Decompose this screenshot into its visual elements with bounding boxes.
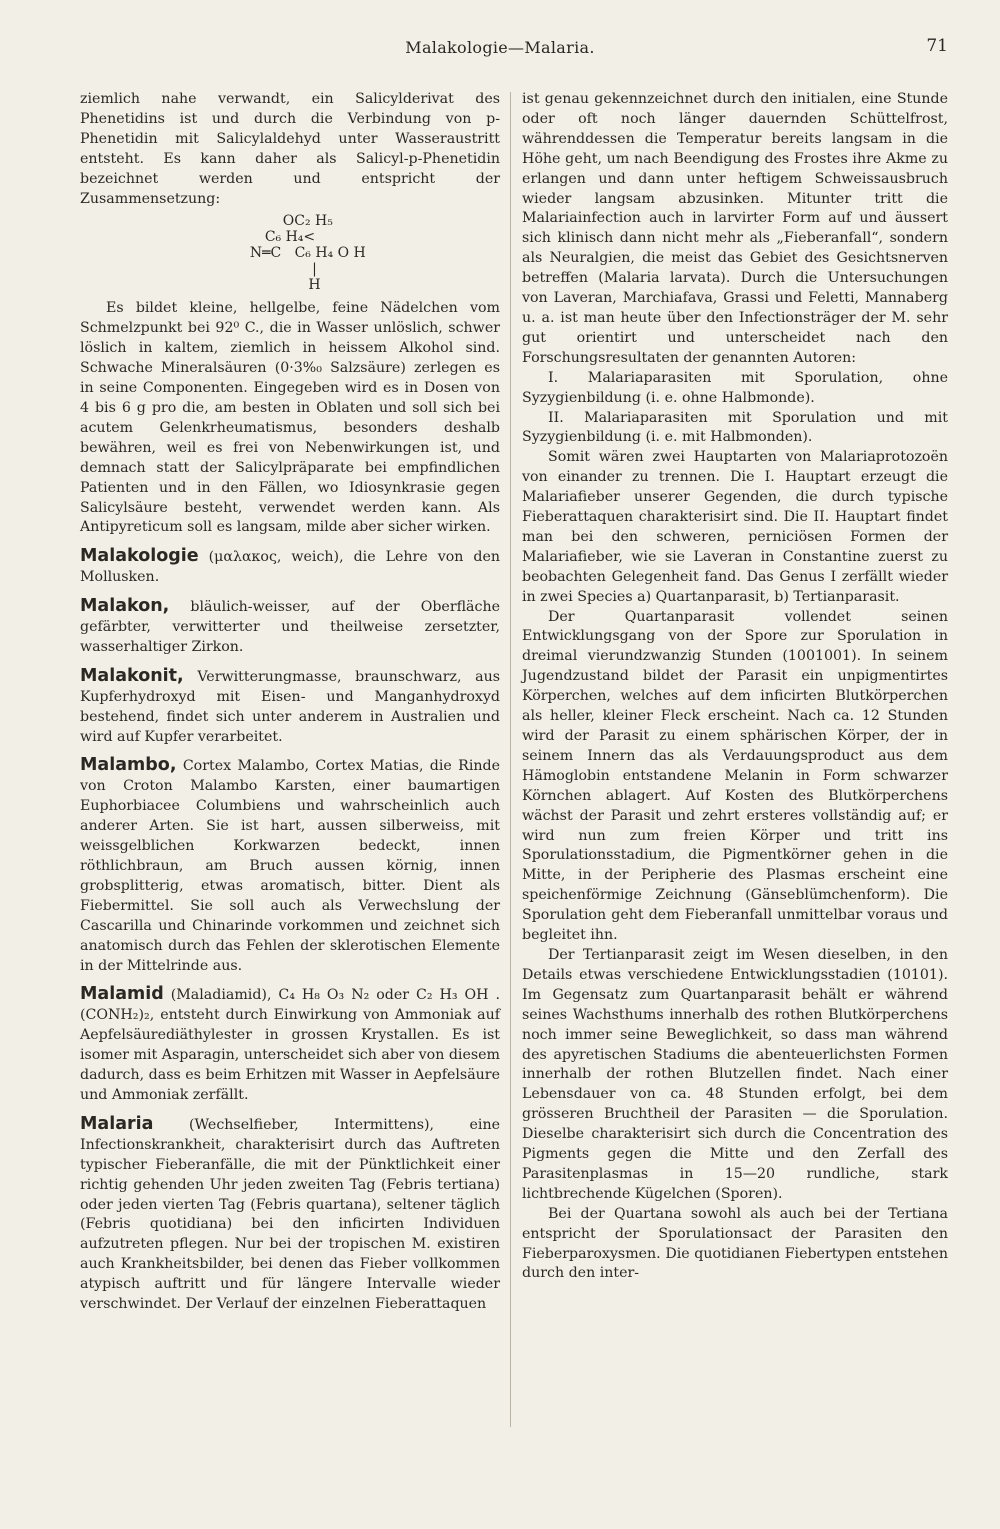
entry-text: Cortex Malambo, Cortex Matias, die Rinde von Croton Malambo Karsten, einer baumartigen Euphorbiacee Columbiens und wahrscheinlich auch anderer Arten. Sie ist hart, aussen silberweiss, mit weissgelblichen Korkwarzen bedeckt, innen röthlichbraun, am Bruch aussen körnig, innen grobsplitterig, etwas aromatisch, bitter. Dient als Fiebermittel. Sie soll auch als Verwechslung der Cascarilla und Chinarinde vorkommen und zeichnet sich anatomisch durch das Fehlen der sklerotischen Elemente in der Mittelrinde aus. <box>80 758 500 974</box>
entry-headword: Malambo, <box>80 755 177 776</box>
entry-headword: Malakologie <box>80 546 199 567</box>
paragraph: ziemlich nahe verwandt, ein Salicylderivat des Phenetidins ist und durch die Verbindung von p-Phenetidin mit Salicylaldehyd unter Wasseraustritt entsteht. Es kann daher als Salicyl-p-Phenetidin bezeichnet werden und entspricht der Zusammensetzung: <box>80 91 500 207</box>
paragraph: Es bildet kleine, hellgelbe, feine Nädelchen vom Schmelzpunkt bei 92⁰ C., die in Wasser unlöslich, schwer löslich in kaltem, ziemlich in heissem Alkohol sind. Schwache Mineralsäuren (0·3%₀ Salzsäure) zerlegen es in seine Componenten. Eingegeben wird es in Dosen von 4 bis 6 g pro die, am besten in Oblaten und soll sich bei acutem Gelenkrheumatismus, besonders deshalb bewähren, weil es frei von Nebenwirkungen ist, und demnach statt der Salicylpräparate bei empfindlichen Patienten und in den Fällen, wo Idiosynkrasie gegen Salicylsäure besteht, verwendet werden kann. Als Antipyreticum soll es langsam, milde aber sicher wirken. <box>80 300 500 536</box>
entry-headword: Malakonit, <box>80 665 184 686</box>
chemical-formula: OC₂ H₅ C₆ H₄< N═C C₆ H₄ O H | H <box>249 213 366 294</box>
entry-malakologie <box>80 547 500 588</box>
column-divider <box>510 92 511 1427</box>
paragraph: Bei der Quartana sowohl als auch bei der Tertiana entspricht der Sporulationsact der Parasiten den Fieberparoxysmen. Die quotidianen Fiebertypen entstehen durch den inter- <box>522 1205 948 1282</box>
paragraph: ist genau gekennzeichnet durch den initialen, eine Stunde oder oft noch länger dauernden Schüttelfrost, währenddessen die Temperatur bereits langsam in die Höhe geht, um nach Beendigung des Frostes ihre Akme zu erlangen und dann unter heftigem Schweissausbruch wieder langsam abzusinken. Mitunter tritt die Malariainfection auch in larvirter Form auf und äussert sich klinisch dann nicht mehr als „Fieberanfall“, sondern als Neuralgien, die meist das Gebiet des Gesichtsnerven betreffen (Malaria larvata). Durch die Untersuchungen von Laveran, Marchiafava, Grassi und Feletti, Mannaberg u. a. ist man heute über den Infectionsträger der M. sehr gut orientirt und unterscheidet nach den Forschungsresultaten der genannten Autoren: <box>522 91 948 366</box>
entry-malakon <box>80 597 500 658</box>
entry-malaria <box>80 1115 500 1315</box>
running-head: Malakologie—Malaria. <box>405 38 595 57</box>
left-column <box>80 90 500 1315</box>
right-column <box>522 90 948 1284</box>
entry-headword: Malamid <box>80 984 164 1005</box>
entry-malamid <box>80 985 500 1105</box>
entry-text: (Maladiamid), C₄ H₈ O₃ N₂ oder C₂ H₃ OH . (CONH₂)₂, entsteht durch Einwirkung von Ammoniak auf Aepfelsäurediäthylester in grossen Krystallen. Es ist isomer mit Asparagin, unterscheidet sich aber von diesem dadurch, dass es beim Erhitzen mit Wasser in Aepfelsäure und Ammoniak zerfällt. <box>80 987 500 1103</box>
entry-text: Verwitterungmasse, braunschwarz, aus Kupferhydroxyd mit Eisen- und Manganhydroxyd bestehend, findet sich unter anderem in Australien und wird auf Kupfer verarbeitet. <box>80 668 500 745</box>
paragraph: I. Malariaparasiten mit Sporulation, ohne Syzygienbildung (i. e. ohne Halbmonde). <box>522 369 948 406</box>
entry-text: bläulich-weisser, auf der Oberfläche gefärbter, verwitterter und theilweise zersetzter, wasserhaltiger Zirkon. <box>80 599 500 655</box>
page-number: 71 <box>926 36 948 56</box>
entry-headword: Malaria <box>80 1113 154 1134</box>
paragraph: Der Tertianparasit zeigt im Wesen dieselben, in den Details etwas verschiedene Entwicklungsstadien (10101). Im Gegensatz zum Quartanparasit behält er während seines Wachsthums innerhalb des rothen Blutkörperchens noch immer seine Beweglichkeit, so dass man während des apyretischen Stadiums die abenteuerlichsten Formen innerhalb der rothen Blutzellen findet. Nach einer Lebensdauer von ca. 48 Stunden erfolgt, bei dem grösseren Bruchtheil der Parasiten — die Sporulation. Dieselbe charakterisirt sich durch die Concentration des Pigments gegen die Mitte und den Zerfall des Parasitenplasmas in 15—20 rundliche, stark lichtbrechende Kügelchen (Sporen). <box>522 946 948 1202</box>
entry-headword: Malakon, <box>80 596 170 617</box>
entry-malambo <box>80 756 500 976</box>
entry-text: (Wechselfieber, Intermittens), eine Infectionskrankheit, charakterisirt durch das Auftreten typischer Fieberanfälle, die mit der Pünktlichkeit einer richtig gehenden Uhr jeden zweiten Tag (Febris tertiana) oder jeden vierten Tag (Febris quartana), seltener täglich (Febris quotidiana) bei den inficirten Individuen aufzutreten pflegen. Nur bei der tropischen M. existiren auch Krankheitsbilder, bei denen das Fieber vollkommen atypisch auftritt und für längere Intervalle wieder verschwindet. Der Verlauf der einzelnen Fieberattaquen <box>80 1116 500 1313</box>
paragraph: Somit wären zwei Hauptarten von Malariaprotozoën von einander zu trennen. Die I. Hauptart erzeugt die Malariafieber unserer Gegenden, die durch typische Fieberattaquen charakterisirt sind. Die II. Hauptart findet man bei den schweren, perniciösen Formen der Malariafieber, wie sie Laveran in Constantine zuerst zu beobachten Gelegenheit fand. Das Genus I zerfällt wieder in zwei Species a) Quartanparasit, b) Tertianparasit. <box>522 449 948 605</box>
paragraph: II. Malariaparasiten mit Sporulation und mit Syzygienbildung (i. e. mit Halbmonden). <box>522 409 948 446</box>
entry-malakonit <box>80 667 500 748</box>
paragraph: Der Quartanparasit vollendet seinen Entwicklungsgang von der Spore zur Sporulation in dreimal vierundzwanzig Stunden (1001001). In seinem Jugendzustand bildet der Parasit ein unpigmentirtes Körperchen, welches auf dem inficirten Blutkörperchen als heller, kleiner Fleck erscheint. Nach ca. 12 Stunden wird der Parasit zu einem sphärischen Körper, der in seinem Innern das als Verdauungsproduct aus dem Hämoglobin entstandene Melanin in Form schwarzer Körnchen ablagert. Auf Kosten des Blutkörperchens wächst der Parasit und zehrt ersteres vollständig auf; er wird nun zum freien Körper und tritt ins Sporulationsstadium, die Pigmentkörner gehen in die Mitte, in der Peripherie des Plasmas erscheint eine speichenförmige Zeichnung (Gänseblümchenform). Die Sporulation geht dem Fieberanfall unmittelbar voraus und begleitet ihn. <box>522 608 948 944</box>
entry-text: (μαλακος, weich), die Lehre von den Mollusken. <box>80 549 500 586</box>
